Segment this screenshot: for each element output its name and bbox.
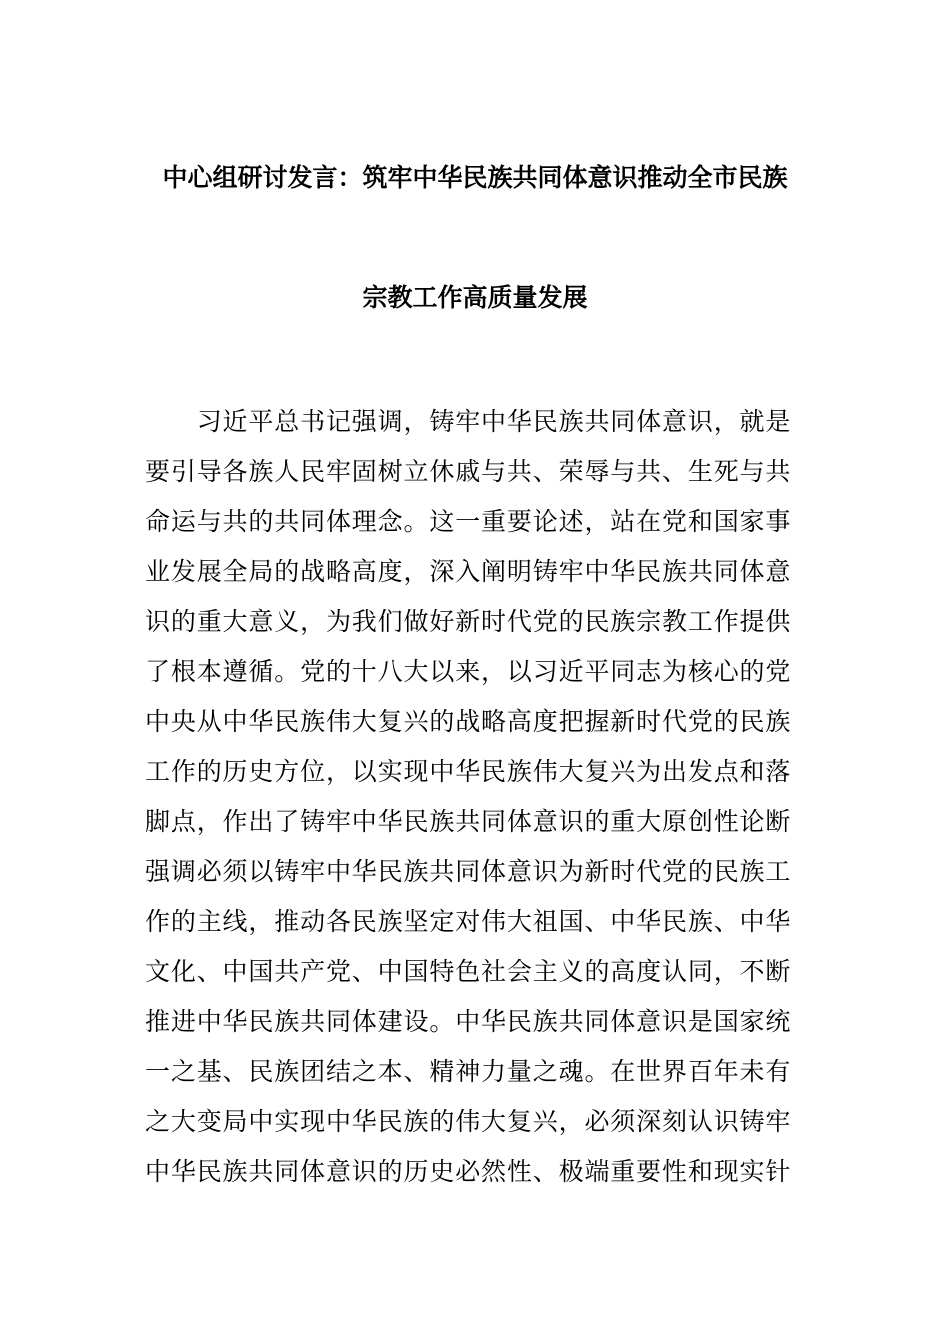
body-line-15: 之大变局中实现中华民族的伟大复兴，必须深刻认识铸牢 xyxy=(145,1107,792,1136)
body-line-6: 了根本遵循。党的十八大以来，以习近平同志为核心的党 xyxy=(145,657,792,686)
document-title-line-2: 宗教工作高质量发展 xyxy=(362,283,588,312)
body-line-1: 习近平总书记强调，铸牢中华民族共同体意识，就是 xyxy=(145,407,792,436)
body-line-5: 识的重大意义，为我们做好新时代党的民族宗教工作提供 xyxy=(145,607,792,636)
body-line-2: 要引导各族人民牢固树立休戚与共、荣辱与共、生死与共 xyxy=(145,457,792,486)
body-line-7: 中央从中华民族伟大复兴的战略高度把握新时代党的民族 xyxy=(145,707,792,736)
body-line-13: 推进中华民族共同体建设。中华民族共同体意识是国家统 xyxy=(145,1007,792,1036)
body-line-11: 作的主线，推动各民族坚定对伟大祖国、中华民族、中华 xyxy=(145,907,792,936)
body-line-10: 强调必须以铸牢中华民族共同体意识为新时代党的民族工 xyxy=(145,857,792,886)
body-line-3: 命运与共的共同体理念。这一重要论述，站在党和国家事 xyxy=(145,507,792,536)
body-line-4: 业发展全局的战略高度，深入阐明铸牢中华民族共同体意 xyxy=(145,557,792,586)
body-line-14: 一之基、民族团结之本、精神力量之魂。在世界百年未有 xyxy=(145,1057,792,1086)
body-line-12: 文化、中国共产党、中国特色社会主义的高度认同，不断 xyxy=(145,957,792,986)
body-line-8: 工作的历史方位，以实现中华民族伟大复兴为出发点和落 xyxy=(145,757,792,786)
body-line-9: 脚点，作出了铸牢中华民族共同体意识的重大原创性论断 xyxy=(145,807,792,836)
document-title-line-1: 中心组研讨发言：筑牢中华民族共同体意识推动全市民族 xyxy=(162,163,788,192)
body-line-16: 中华民族共同体意识的历史必然性、极端重要性和现实针 xyxy=(145,1157,792,1186)
